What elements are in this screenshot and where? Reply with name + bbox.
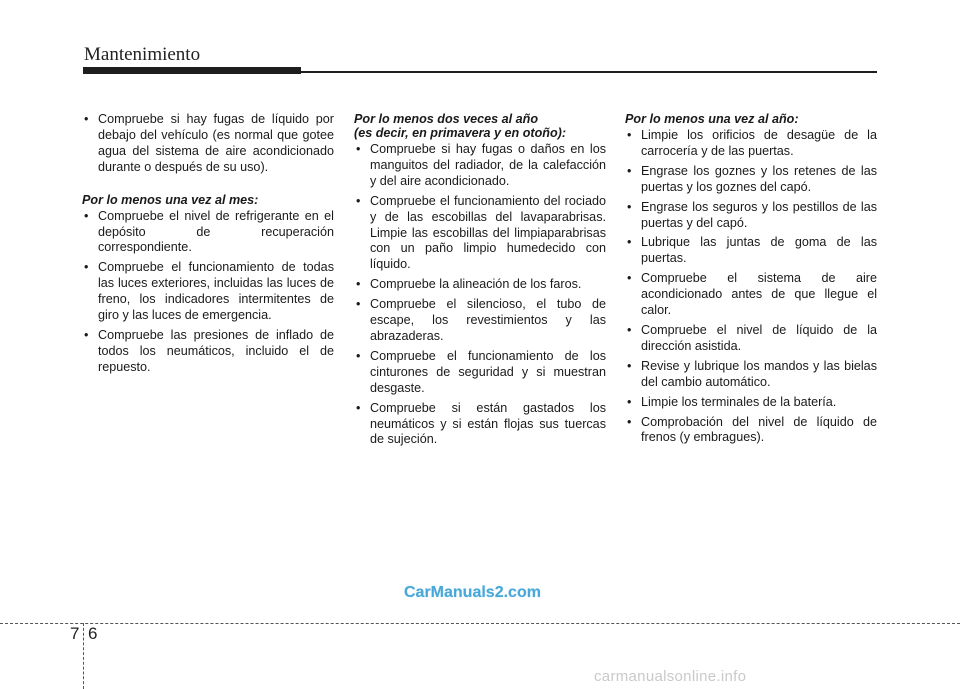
chapter-number: 7 xyxy=(70,624,80,643)
list-item: • Engrase los goznes y los retenes de las puertas y los goznes del capó. xyxy=(625,164,877,196)
bullet-list xyxy=(82,112,334,176)
list-item: • Engrase los seguros y los pestillos de las puertas y del capó. xyxy=(625,200,877,232)
list-item: • Compruebe si están gastados los neumáticos y si están flojas sus tuercas de sujeción. xyxy=(354,401,606,449)
list-item: • Compruebe el funcionamiento del rociado y de las escobillas del lavaparabrisas. Limpie las escobillas del limpiaparabrisas con un paño limpio humedecido con líquido. xyxy=(354,194,606,274)
footer-dashed-rule xyxy=(0,623,960,624)
list-item: • Revise y lubrique los mandos y las bielas del cambio automático. xyxy=(625,359,877,391)
page-number: 6 xyxy=(88,624,98,643)
list-item: • Compruebe si hay fugas o daños en los manguitos del radiador, de la calefacción y del aire acondicionado. xyxy=(354,142,606,190)
header-rule-thick xyxy=(83,67,301,74)
list-item: • Compruebe el nivel de líquido de la dirección asistida. xyxy=(625,323,877,355)
header-rule-thin xyxy=(301,71,877,73)
twice-yearly-heading xyxy=(354,112,606,140)
bullet-list xyxy=(625,128,877,446)
list-item: • Compruebe la alineación de los faros. xyxy=(354,277,606,293)
column-1 xyxy=(82,112,334,380)
list-item: • Comprobación del nivel de líquido de frenos (y embragues). xyxy=(625,415,877,447)
section-title: Mantenimiento xyxy=(84,44,201,65)
heading-line: Por lo menos dos veces al año xyxy=(354,112,539,126)
footer-site-link[interactable]: carmanualsonline.info xyxy=(594,668,747,685)
heading-line: (es decir, en primavera y en otoño): xyxy=(354,126,567,140)
yearly-heading: Por lo menos una vez al año: xyxy=(625,112,799,126)
watermark-link[interactable]: CarManuals2.com xyxy=(404,584,541,601)
column-2 xyxy=(354,112,606,452)
footer-dashed-divider xyxy=(83,623,84,689)
list-item: • Compruebe si hay fugas de líquido por debajo del vehículo (es normal que gotee agua del sistema de aire acondicionado durante o después de su uso). xyxy=(82,112,334,176)
list-item: • Compruebe las presiones de inflado de todos los neumáticos, incluido el de repuesto. xyxy=(82,328,334,376)
list-item: • Compruebe el funcionamiento de todas las luces exteriores, incluidas las luces de freno, los indicadores intermitentes de giro y las luces de emergencia. xyxy=(82,260,334,324)
bullet-list xyxy=(82,209,334,376)
column-3 xyxy=(625,112,877,450)
list-item: • Limpie los terminales de la batería. xyxy=(625,395,877,411)
list-item: • Compruebe el nivel de refrigerante en el depósito de recuperación correspondiente. xyxy=(82,209,334,257)
monthly-heading: Por lo menos una vez al mes: xyxy=(82,192,259,207)
list-item: • Lubrique las juntas de goma de las puertas. xyxy=(625,235,877,267)
list-item: • Compruebe el funcionamiento de los cinturones de seguridad y si muestran desgaste. xyxy=(354,349,606,397)
list-item: • Compruebe el silencioso, el tubo de escape, los revestimientos y las abrazaderas. xyxy=(354,297,606,345)
list-item: • Compruebe el sistema de aire acondicionado antes de que llegue el calor. xyxy=(625,271,877,319)
list-item: • Limpie los orificios de desagüe de la carrocería y de las puertas. xyxy=(625,128,877,160)
bullet-list xyxy=(354,142,606,448)
